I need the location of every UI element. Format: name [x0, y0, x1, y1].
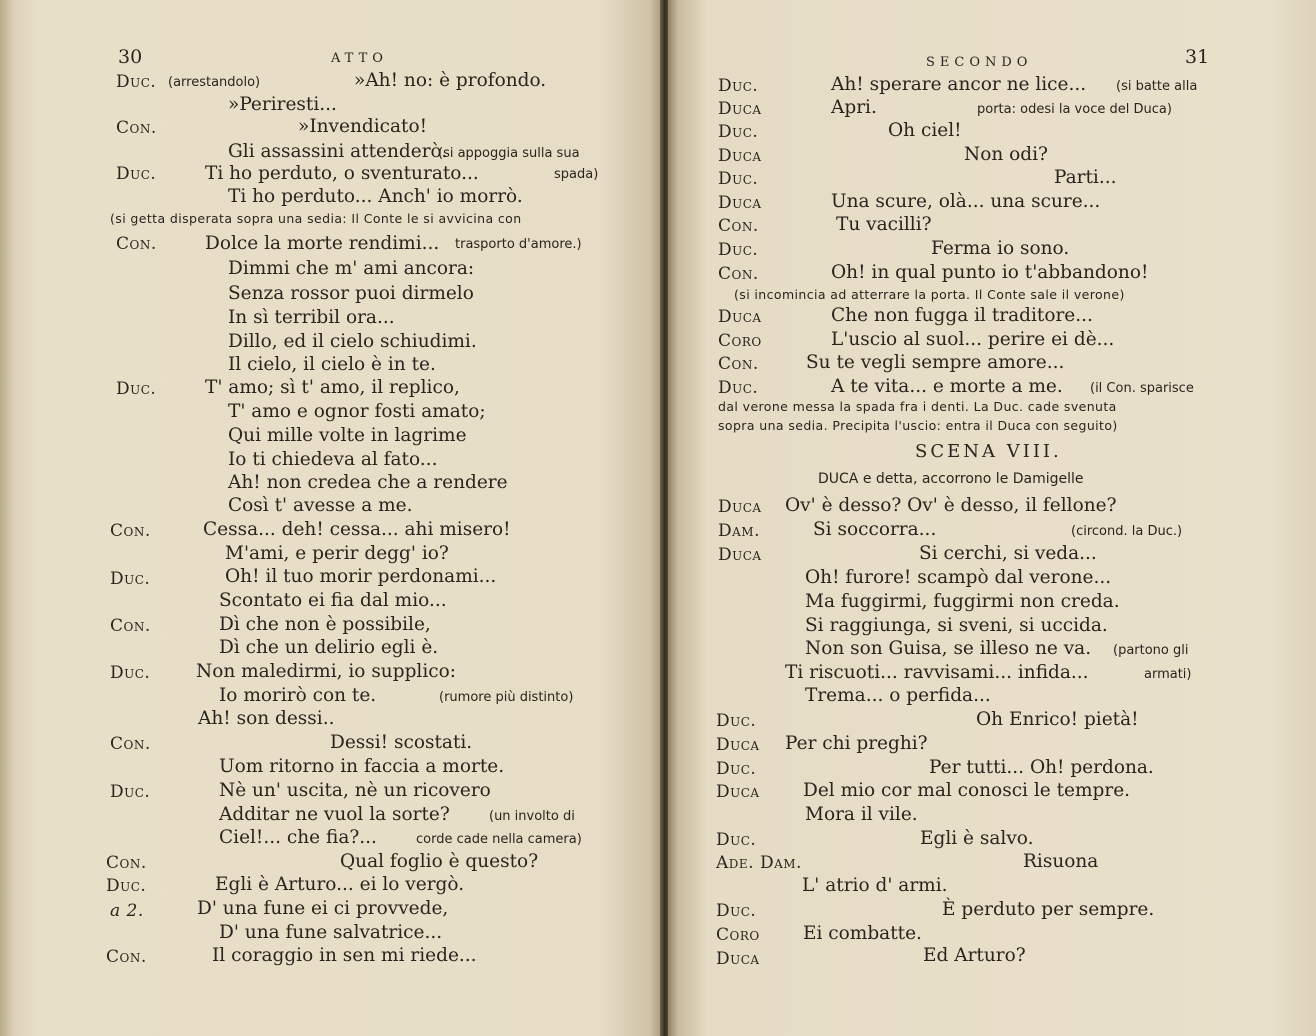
stage-direction: corde cade nella camera): [416, 832, 582, 847]
speaker: Duc.: [718, 169, 759, 189]
speaker: Duc.: [718, 378, 759, 398]
speaker: Coro: [718, 331, 762, 351]
verse-line: Ei combatte.: [803, 923, 922, 944]
verse-line: Tu vacilli?: [836, 214, 932, 235]
verse-line: Non son Guisa, se illeso ne va.: [805, 638, 1092, 659]
speaker: Duca: [718, 193, 762, 213]
verse-line: Ciel!... che fia?...: [219, 827, 377, 848]
speaker: Duc.: [716, 901, 757, 921]
verse-line: Apri.: [831, 97, 877, 118]
verse-line: Qui mille volte in lagrime: [228, 425, 467, 446]
verse-line: Per chi preghi?: [785, 733, 928, 754]
verse-line: D' una fune ei ci provvede,: [197, 898, 449, 919]
speaker: Duca: [718, 497, 762, 517]
verse-line: Il coraggio in sen mi riede...: [212, 945, 477, 966]
verse-line: Per tutti... Oh! perdona.: [929, 757, 1154, 778]
verse-line: Ti ho perduto, o sventurato...: [205, 163, 479, 184]
speaker: Duc.: [110, 569, 151, 589]
speaker: Duc.: [718, 122, 759, 142]
running-header: ATTO: [331, 51, 388, 66]
stage-direction: (si appoggia sulla sua: [438, 146, 580, 161]
speaker: a 2.: [110, 901, 144, 921]
speaker: Duc.: [110, 663, 151, 683]
verse-line: Si soccorra...: [813, 519, 937, 540]
speaker: Duc.: [716, 759, 757, 779]
verse-line: Io ti chiedeva al fato...: [228, 449, 438, 470]
stage-direction: (arrestandolo): [168, 75, 261, 90]
speaker: Con.: [116, 118, 157, 138]
scene-heading: SCENA VIII.: [915, 441, 1062, 462]
verse-line: Su te vegli sempre amore...: [806, 352, 1065, 373]
running-header: SECONDO: [926, 55, 1033, 70]
stage-direction: spada): [554, 167, 599, 182]
speaker: Dam.: [718, 521, 760, 541]
verse-line: Del mio cor mal conosci le tempre.: [803, 780, 1131, 801]
speaker: Duc.: [110, 782, 151, 802]
verse-line: Gli assassini attenderò.: [228, 141, 448, 162]
speaker: Con.: [718, 216, 759, 236]
verse-line: Parti...: [1054, 167, 1117, 188]
verse-line: Egli è Arturo... ei lo vergò.: [215, 874, 465, 895]
verse-line: Senza rossor puoi dirmelo: [228, 283, 474, 304]
verse-line: Ah! son dessi..: [198, 708, 335, 729]
stage-direction: (si incomincia ad atterrare la porta. Il Conte sale il verone): [734, 287, 1125, 302]
verse-line: Ed Arturo?: [923, 945, 1026, 966]
speaker: Con.: [110, 616, 151, 636]
speaker: Duc.: [106, 876, 147, 896]
verse-line: Io morirò con te.: [219, 685, 377, 706]
verse-line: Qual foglio è questo?: [340, 851, 539, 872]
verse-line: Trema... o perfida...: [805, 685, 991, 706]
verse-line: Scontato ei fia dal mio...: [219, 590, 447, 611]
speaker: Duca: [716, 949, 760, 969]
stage-direction: (si batte alla: [1116, 79, 1198, 94]
verse-line: Ah! sperare ancor ne lice...: [831, 74, 1087, 95]
page-number: 31: [1185, 46, 1210, 68]
verse-line: M'ami, e perir degg' io?: [225, 543, 449, 564]
speaker: Duc.: [718, 240, 759, 260]
verse-line: Dì che un delirio egli è.: [219, 637, 439, 658]
stage-direction: (circond. la Duc.): [1071, 524, 1183, 539]
verse-line: Dillo, ed il cielo schiudimi.: [228, 331, 477, 352]
verse-line: Oh! il tuo morir perdonami...: [225, 566, 497, 587]
speaker: Con.: [718, 354, 759, 374]
verse-line: Dessi! scostati.: [330, 732, 473, 753]
speaker: Duc.: [116, 72, 157, 92]
verse-line: D' una fune salvatrice...: [219, 922, 443, 943]
verse-line: Il cielo, il cielo è in te.: [228, 354, 436, 375]
speaker: Duc.: [716, 830, 757, 850]
speaker: Con.: [106, 853, 147, 873]
verse-line: L' atrio d' armi.: [802, 875, 948, 896]
speaker: Duc.: [116, 164, 157, 184]
verse-line: Ov' è desso? Ov' è desso, il fellone?: [785, 495, 1117, 516]
stage-direction: armati): [1144, 667, 1192, 682]
stage-direction: (un involto di: [489, 809, 575, 824]
stage-direction: (rumore più distinto): [439, 690, 574, 705]
verse-line: Risuona: [1023, 851, 1099, 872]
verse-line: Si raggiunga, si sveni, si uccida.: [805, 615, 1108, 636]
verse-line: Additar ne vuol la sorte?: [219, 804, 450, 825]
verse-line: Oh! in qual punto io t'abbandono!: [831, 262, 1149, 283]
verse-line: In sì terribil ora...: [228, 307, 395, 328]
scene-cast: DUCA e detta, accorrono le Damigelle: [818, 471, 1084, 487]
verse-line: Ferma io sono.: [931, 238, 1070, 259]
verse-line: A te vita... e morte a me.: [831, 376, 1063, 397]
speaker: Con.: [116, 234, 157, 254]
verse-line: L'uscio al suol... perire ei dè...: [831, 329, 1115, 350]
verse-line: Che non fugga il traditore...: [831, 305, 1093, 326]
speaker: Duca: [716, 735, 760, 755]
verse-line: Uom ritorno in faccia a morte.: [219, 756, 505, 777]
verse-line: Oh ciel!: [888, 120, 962, 141]
speaker: Duc.: [716, 711, 757, 731]
stage-direction: (partono gli: [1113, 643, 1189, 658]
speaker: Duca: [718, 146, 762, 166]
speaker: Duca: [718, 545, 762, 565]
verse-line: Oh! furore! scampò dal verone...: [805, 567, 1112, 588]
speaker: Con.: [110, 521, 151, 541]
speaker: Duc.: [116, 379, 157, 399]
verse-line: Dolce la morte rendimi...: [205, 233, 440, 254]
verse-line: Così t' avesse a me.: [228, 495, 413, 516]
verse-line: Mora il vile.: [805, 804, 918, 825]
verse-line: Oh Enrico! pietà!: [976, 709, 1139, 730]
verse-line: Non maledirmi, io supplico:: [196, 661, 456, 682]
verse-line: Ti ho perduto... Anch' io morrò.: [228, 186, 523, 207]
verse-line: Si cerchi, si veda...: [919, 543, 1097, 564]
verse-line: »Invendicato!: [298, 116, 428, 137]
speaker: Con.: [718, 264, 759, 284]
speaker: Coro: [716, 925, 760, 945]
right-page: [668, 0, 1316, 1036]
verse-line: È perduto per sempre.: [942, 899, 1155, 920]
verse-line: Nè un' uscita, nè un ricovero: [219, 780, 491, 801]
stage-direction: trasporto d'amore.): [455, 237, 582, 252]
verse-line: »Periresti...: [228, 94, 337, 115]
verse-line: Ma fuggirmi, fuggirmi non creda.: [805, 591, 1120, 612]
speaker: Duca: [718, 99, 762, 119]
verse-line: Dimmi che m' ami ancora:: [228, 258, 475, 279]
stage-direction: porta: odesi la voce del Duca): [977, 102, 1172, 117]
verse-line: Dì che non è possibile,: [219, 614, 431, 635]
speaker: Ade. Dam.: [716, 853, 802, 873]
verse-line: »Ah! no: è profondo.: [354, 70, 547, 91]
verse-line: Non odi?: [964, 144, 1048, 165]
verse-line: Ti riscuoti... ravvisami... infida...: [785, 662, 1089, 683]
speaker: Duca: [716, 782, 760, 802]
stage-direction: (si getta disperata sopra una sedia: Il Conte le si avvicina con: [110, 211, 522, 226]
verse-line: Ah! non credea che a rendere: [228, 472, 508, 493]
speaker: Con.: [106, 947, 147, 967]
verse-line: Una scure, olà... una scure...: [831, 191, 1101, 212]
speaker: Duc.: [718, 76, 759, 96]
verse-line: T' amo e ognor fosti amato;: [228, 401, 486, 422]
stage-direction: sopra una sedia. Precipita l'uscio: entra il Duca con seguito): [718, 418, 1118, 433]
verse-line: Egli è salvo.: [920, 828, 1034, 849]
speaker: Con.: [110, 734, 151, 754]
verse-line: T' amo; sì t' amo, il replico,: [205, 377, 460, 398]
stage-direction: dal verone messa la spada fra i denti. La Duc. cade svenuta: [718, 399, 1117, 414]
verse-line: Cessa... deh! cessa... ahi misero!: [203, 519, 511, 540]
speaker: Duca: [718, 307, 762, 327]
stage-direction: (il Con. sparisce: [1090, 381, 1194, 396]
page-number: 30: [118, 46, 143, 68]
